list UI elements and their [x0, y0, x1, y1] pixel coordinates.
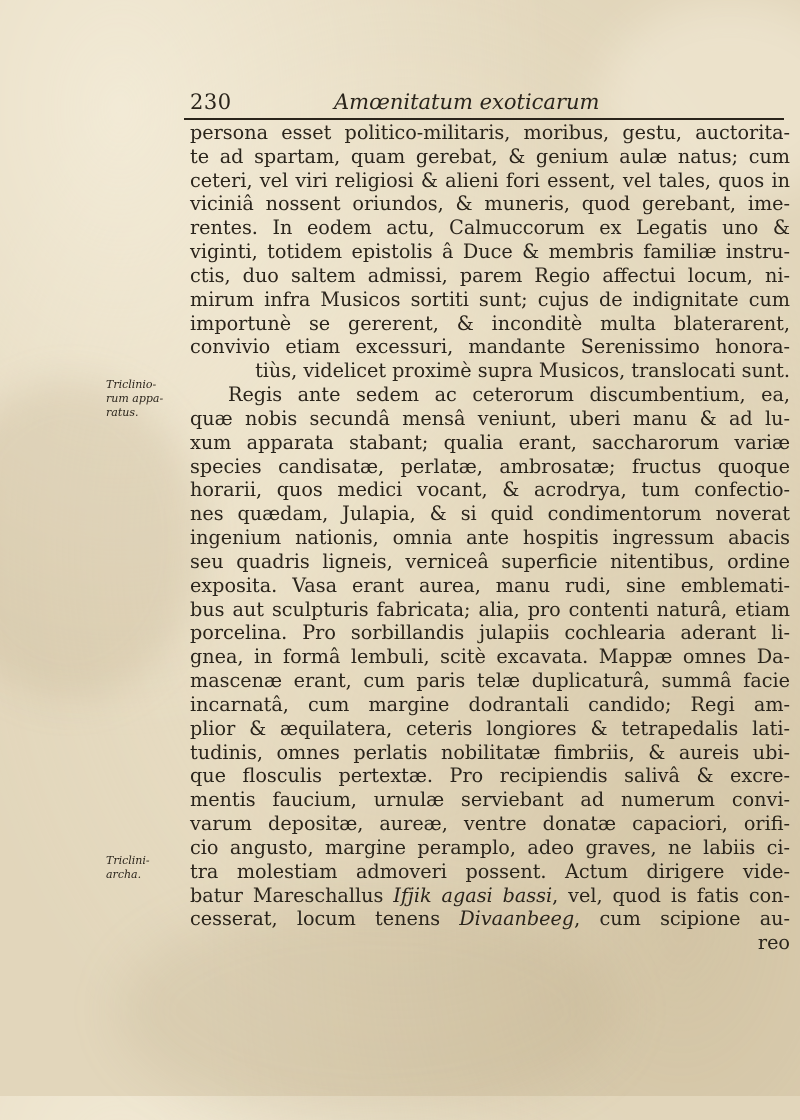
marginal-line: ratus. — [106, 406, 139, 419]
text-line: nes quædam, Julapia, & si quid condimentorum noverat — [190, 502, 790, 526]
text-line — [190, 884, 790, 908]
text-run: , vel, quod is fatis con- — [552, 883, 790, 907]
text-line: ctis, duo saltem admissi, parem Regio affectui locum, ni- — [190, 263, 790, 287]
text-line: exposita. Vasa erant aurea, manu rudi, sine emblemati- — [190, 573, 790, 597]
text-line: quæ nobis secundâ mensâ veniunt, uberi manu & ad lu- — [190, 406, 790, 430]
text-line: mascenæ erant, cum paris telæ duplicaturâ, summâ facie — [190, 669, 790, 693]
text-line: tiùs, videlicet proximè supra Musicos, translocati sunt. — [255, 359, 790, 383]
text-line: varum depositæ, aureæ, ventre donatæ capaciori, orifi- — [190, 812, 790, 836]
text-line: te ad spartam, quam gerebat, & genium aulæ natus; cum — [190, 144, 790, 168]
marginal-note-apparatus — [106, 378, 176, 420]
text-line: rentes. In eodem actu, Calmuccorum ex Legatis uno & — [190, 216, 790, 240]
text-line: bus aut sculpturis fabricata; alia, pro contenti naturâ, etiam — [190, 597, 790, 621]
text-line: incarnatâ, cum margine dodrantali candido; Regi am- — [190, 692, 790, 716]
text-line: importunè se gererent, & inconditè multa blaterarent, — [190, 311, 790, 335]
page-number: 230 — [190, 90, 232, 114]
text-line: tudinis, omnes perlatis nobilitatæ fimbriis, & aureis ubi- — [190, 740, 790, 764]
text-line: xum apparata stabant; qualia erant, saccharorum variæ — [190, 430, 790, 454]
text-line: porcelina. Pro sorbillandis julapiis cochlearia aderant li- — [190, 621, 790, 645]
text-line: viciniâ nossent oriundos, & muneris, quod gerebant, ime- — [190, 192, 790, 216]
text-line: viginti, totidem epistolis â Duce & membris familiæ instru- — [190, 240, 790, 264]
italic-run: Divaanbeeg — [459, 907, 575, 931]
text-run: , cum scipione au- — [574, 907, 791, 931]
catchword: reo — [757, 931, 790, 955]
header-rule — [184, 118, 784, 120]
marginal-line: rum appa- — [106, 392, 164, 405]
text-line: plior & æquilatera, ceteris longiores & tetrapedalis lati- — [190, 716, 790, 740]
marginal-line: Triclinio- — [106, 378, 157, 391]
text-line: horarii, quos medici vocant, & acrodrya, tum confectio- — [190, 478, 790, 502]
body-text — [190, 121, 790, 955]
text-run: batur Mareschallus — [190, 883, 394, 907]
text-line: mentis faucium, urnulæ serviebant ad numerum convi- — [190, 788, 790, 812]
running-head — [184, 84, 784, 118]
paper-stain — [0, 380, 200, 700]
italic-run: Ifjik agasi bassi — [393, 883, 553, 907]
text-line: persona esset politico-militaris, moribus, gestu, auctorita- — [190, 121, 790, 144]
text-line: que flosculis pertextæ. Pro recipiendis salivâ & excre- — [190, 764, 790, 788]
text-line: Regis ante sedem ac ceterorum discumbentium, ea, — [228, 383, 790, 407]
marginal-line: archa. — [106, 868, 142, 881]
text-line: ceteri, vel viri religiosi & alieni fori essent, vel tales, quos in — [190, 168, 790, 192]
marginal-note-tricliniarcha — [106, 854, 176, 882]
text-line: convivio etiam excessuri, mandante Serenissimo honora- — [190, 335, 790, 359]
text-line: mirum infra Musicos sortiti sunt; cujus de indignitate cum — [190, 287, 790, 311]
text-line: seu quadris ligneis, verniceâ superficie nitentibus, ordine — [190, 549, 790, 573]
text-line: tra molestiam admoveri possent. Actum dirigere vide- — [190, 859, 790, 883]
text-line: ingenium nationis, omnia ante hospitis ingressum abacis — [190, 526, 790, 550]
marginal-line: Triclini- — [106, 854, 150, 867]
text-run: cesserat, locum tenens — [190, 907, 460, 931]
text-line — [190, 907, 790, 931]
text-line: species candisatæ, perlatæ, ambrosatæ; fructus quoque — [190, 454, 790, 478]
running-title: Amœnitatum exoticarum — [334, 90, 600, 114]
text-line: cio angusto, margine peramplo, adeo graves, ne labiis ci- — [190, 835, 790, 859]
text-line: gnea, in formâ lembuli, scitè excavata. Mappæ omnes Da- — [190, 645, 790, 669]
